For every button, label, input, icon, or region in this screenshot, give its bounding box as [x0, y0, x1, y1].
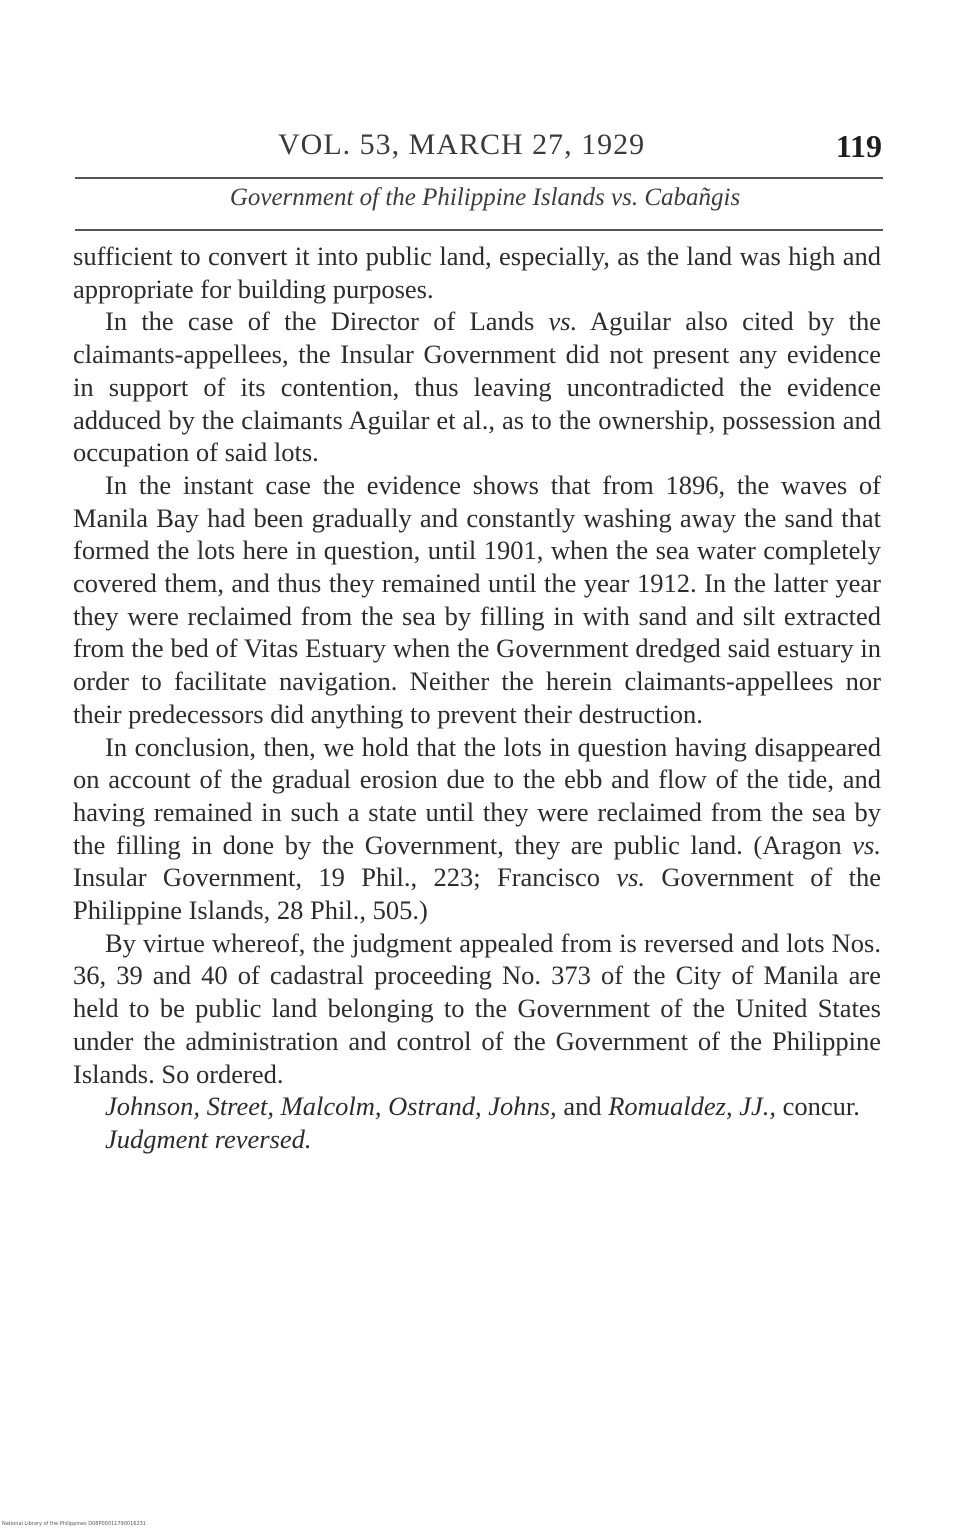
paragraph-2	[73, 305, 881, 469]
concur-word: concur.	[776, 1091, 860, 1122]
and-word: and	[556, 1091, 609, 1122]
volume-line: VOL. 53, MARCH 27, 1929	[278, 128, 646, 161]
versus-italic: vs.	[852, 829, 881, 860]
versus-italic: vs.	[616, 862, 646, 893]
page-number: 119	[835, 128, 882, 164]
body-text	[73, 240, 881, 1156]
concurrence	[73, 1090, 881, 1123]
paragraph-2-text-b: Aguilar also cited by the claimants-appellees, the Insular Government did not present any evidence in support of its contention, thus leaving uncontradicted the evidence adduced by the claimants Aguilar et al., as to the ownership, possession and occupation of said lots.	[73, 306, 881, 468]
paragraph-4-text-c: Government of the Philippine Islands, 28 Phil., 505.)	[73, 862, 881, 926]
paragraph-4-text-a: In conclusion, then, we hold that the lots in question having disappeared on account of the gradual erosion due to the ebb and flow of the tide, and having remained in such a state until they were reclaimed from the sea by the filling in done by the Government, they are public land. (Aragon	[73, 731, 881, 860]
case-title: Government of the Philippine Islands vs. Cabañgis	[229, 184, 741, 211]
paragraph-4-text-b: Insular Government, 19 Phil., 223; Francisco	[73, 862, 617, 893]
last-justice: Romualdez, JJ.,	[608, 1091, 776, 1122]
paragraph-5: By virtue whereof, the judgment appealed from is reversed and lots Nos. 36, 39 and 40 of cadastral proceeding No. 373 of the City of Manila are held to be public land belonging to the Government of the United States under the administration and control of the Government of the Philippine Islands. So ordered.	[73, 927, 881, 1089]
paragraph-4	[73, 731, 881, 927]
footer-source-note: National Library of the Philippines D08P00011790016231	[2, 1521, 146, 1527]
paragraph-2-text-a: In the case of the Director of Lands	[105, 306, 549, 337]
justices-list: Johnson, Street, Malcolm, Ostrand, Johns,	[105, 1091, 557, 1122]
versus-italic: vs.	[548, 306, 578, 337]
disposition: Judgment reversed.	[105, 1123, 312, 1154]
running-head	[0, 128, 970, 168]
paragraph-1: sufficient to convert it into public land, especially, as the land was high and appropriate for building purposes.	[73, 241, 881, 304]
header-rule-top	[75, 177, 883, 179]
paragraph-3: In the instant case the evidence shows that from 1896, the waves of Manila Bay had been gradually and constantly washing away the sand that formed the lots here in question, until 1901, when the sea water completely covered them, and thus they remained until the year 1912. In the latter year they were reclaimed from the sea by filling in with sand and silt extracted from the bed of Vitas Estuary when the Government dredged said estuary in order to facilitate navigation. Neither the herein claimants-appellees nor their predecessors did anything to prevent their destruction.	[73, 469, 881, 729]
header-rule-bottom	[75, 229, 883, 231]
